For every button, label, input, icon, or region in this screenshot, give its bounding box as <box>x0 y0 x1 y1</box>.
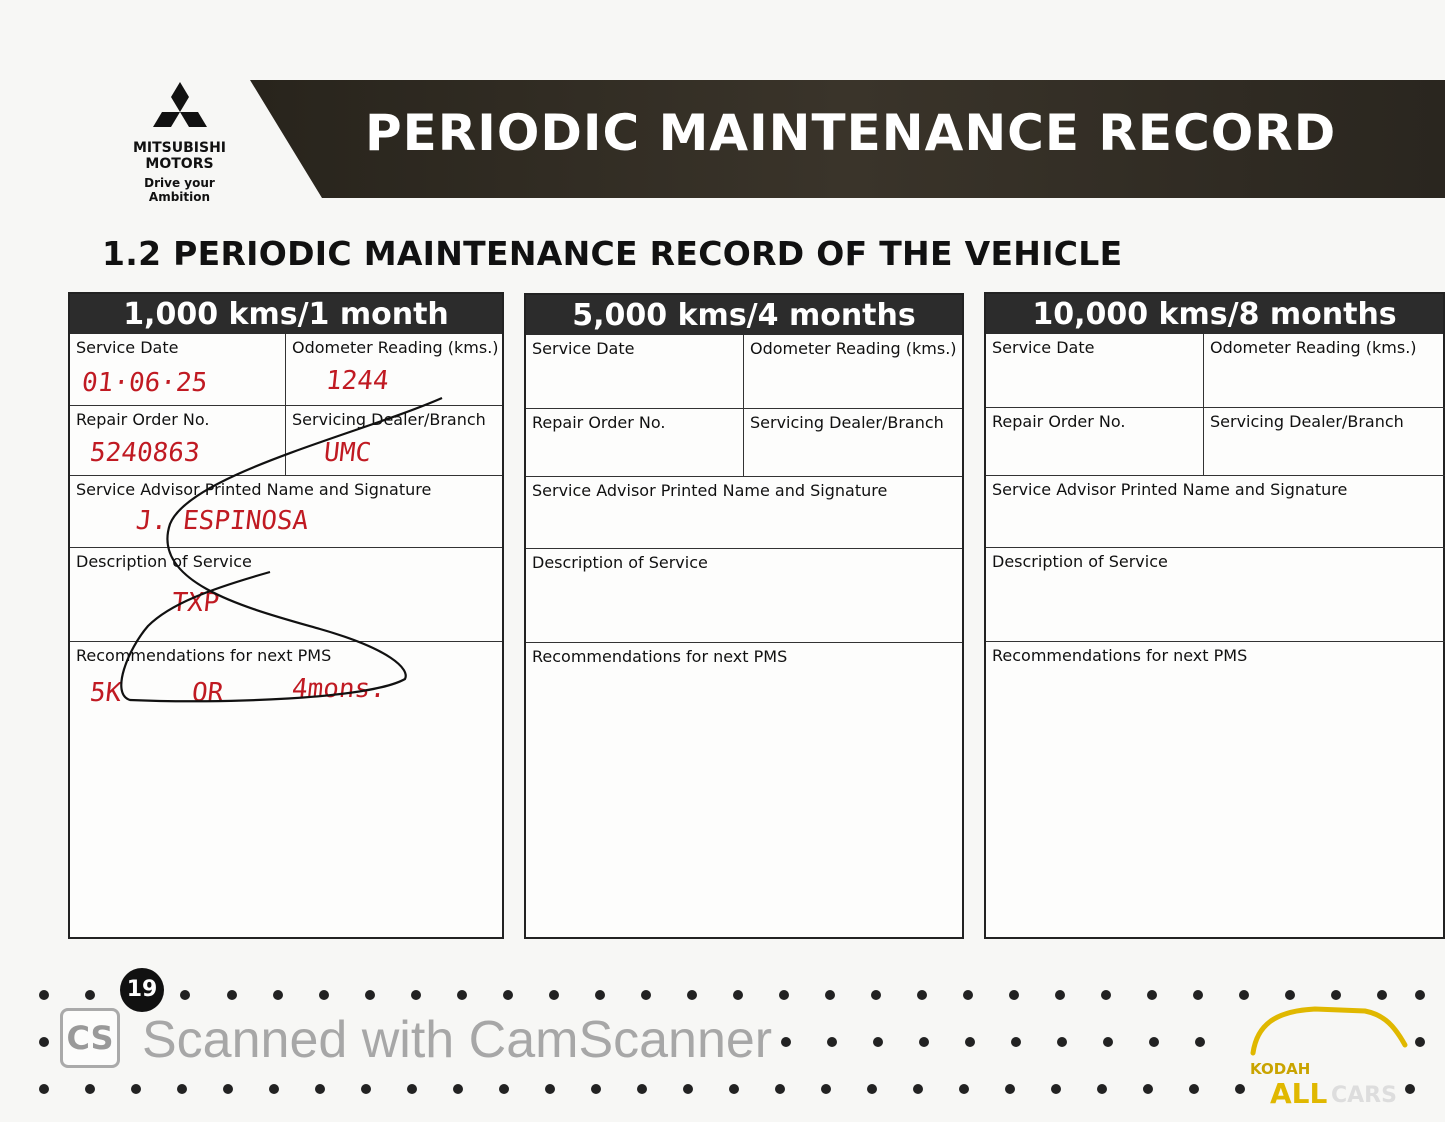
advisor-label: Service Advisor Printed Name and Signature <box>76 480 432 499</box>
watermark-line1: KODAH <box>1250 1060 1311 1078</box>
odometer-label: Odometer Reading (kms.) <box>750 339 957 358</box>
advisor-label: Service Advisor Printed Name and Signature <box>992 480 1348 499</box>
watermark-line3: CARS <box>1331 1083 1397 1108</box>
repair-order-cell[interactable] <box>526 409 744 477</box>
repair-order-cell[interactable] <box>986 408 1204 476</box>
odometer-cell[interactable] <box>286 334 502 406</box>
dealer-cell[interactable] <box>744 409 962 477</box>
odometer-label: Odometer Reading (kms.) <box>1210 338 1417 357</box>
recommendations-cell[interactable] <box>70 642 502 937</box>
interval-header: 1,000 kms/1 month <box>70 294 502 334</box>
recommendation-months: 4mons. <box>290 674 388 704</box>
brand-subname: MOTORS <box>145 156 214 172</box>
title-banner <box>250 80 1445 198</box>
service-date-cell[interactable] <box>986 334 1204 408</box>
description-cell[interactable] <box>70 548 502 642</box>
recommendations-label: Recommendations for next PMS <box>532 647 788 666</box>
camscanner-logo-icon: CS <box>60 1008 120 1068</box>
odometer-cell[interactable] <box>1204 334 1445 408</box>
dealer-label: Servicing Dealer/Branch <box>750 413 944 432</box>
dealer-label: Servicing Dealer/Branch <box>1210 412 1404 431</box>
record-card-10000km <box>984 292 1445 939</box>
record-card-5000km <box>524 293 964 939</box>
advisor-cell[interactable] <box>986 476 1445 548</box>
odometer-cell[interactable] <box>744 335 962 409</box>
recommendation-or: OR <box>190 678 225 708</box>
repair-order-label: Repair Order No. <box>992 412 1126 431</box>
repair-order-label: Repair Order No. <box>76 410 210 429</box>
description-label: Description of Service <box>532 553 708 572</box>
car-outline-icon <box>1245 1005 1425 1065</box>
advisor-value: J. ESPINOSA <box>134 506 310 536</box>
page-number: 19 <box>120 968 164 1012</box>
description-value: TXP <box>170 588 221 618</box>
recommendations-label: Recommendations for next PMS <box>76 646 332 665</box>
section-title: 1.2 PERIODIC MAINTENANCE RECORD OF THE VEHICLE <box>102 234 1123 273</box>
brand-tagline: Drive your Ambition <box>144 176 215 204</box>
recommendations-cell[interactable] <box>986 642 1445 937</box>
banner-title: PERIODIC MAINTENANCE RECORD <box>365 104 1337 162</box>
service-date-cell[interactable] <box>70 334 286 406</box>
service-date-label: Service Date <box>532 339 635 358</box>
dealer-cell[interactable] <box>286 406 502 476</box>
service-date-label: Service Date <box>76 338 179 357</box>
recommendation-mileage: 5K <box>88 678 123 708</box>
record-card-1000km <box>68 292 504 939</box>
interval-header: 5,000 kms/4 months <box>526 295 962 335</box>
dealer-label: Servicing Dealer/Branch <box>292 410 486 429</box>
brand-name: MITSUBISHI <box>132 140 227 156</box>
description-label: Description of Service <box>76 552 252 571</box>
brand-logo <box>112 80 247 204</box>
service-date-value: 01·06·25 <box>80 368 209 398</box>
description-cell[interactable] <box>986 548 1445 642</box>
dealer-watermark <box>1245 1005 1435 1115</box>
odometer-value: 1244 <box>324 366 391 396</box>
mitsubishi-logo-icon <box>145 80 215 140</box>
advisor-cell[interactable] <box>70 476 502 548</box>
repair-order-value: 5240863 <box>88 438 202 468</box>
repair-order-cell[interactable] <box>70 406 286 476</box>
recommendations-label: Recommendations for next PMS <box>992 646 1248 665</box>
odometer-label: Odometer Reading (kms.) <box>292 338 499 357</box>
description-label: Description of Service <box>992 552 1168 571</box>
repair-order-label: Repair Order No. <box>532 413 666 432</box>
advisor-cell[interactable] <box>526 477 962 549</box>
recommendations-cell[interactable] <box>526 643 962 937</box>
service-date-label: Service Date <box>992 338 1095 357</box>
watermark-line2: ALL <box>1270 1077 1328 1110</box>
advisor-label: Service Advisor Printed Name and Signature <box>532 481 888 500</box>
dealer-value: UMC <box>322 438 373 468</box>
interval-header: 10,000 kms/8 months <box>986 294 1443 334</box>
description-cell[interactable] <box>526 549 962 643</box>
scanner-watermark: Scanned with CamScanner <box>142 1011 773 1069</box>
service-date-cell[interactable] <box>526 335 744 409</box>
dealer-cell[interactable] <box>1204 408 1445 476</box>
